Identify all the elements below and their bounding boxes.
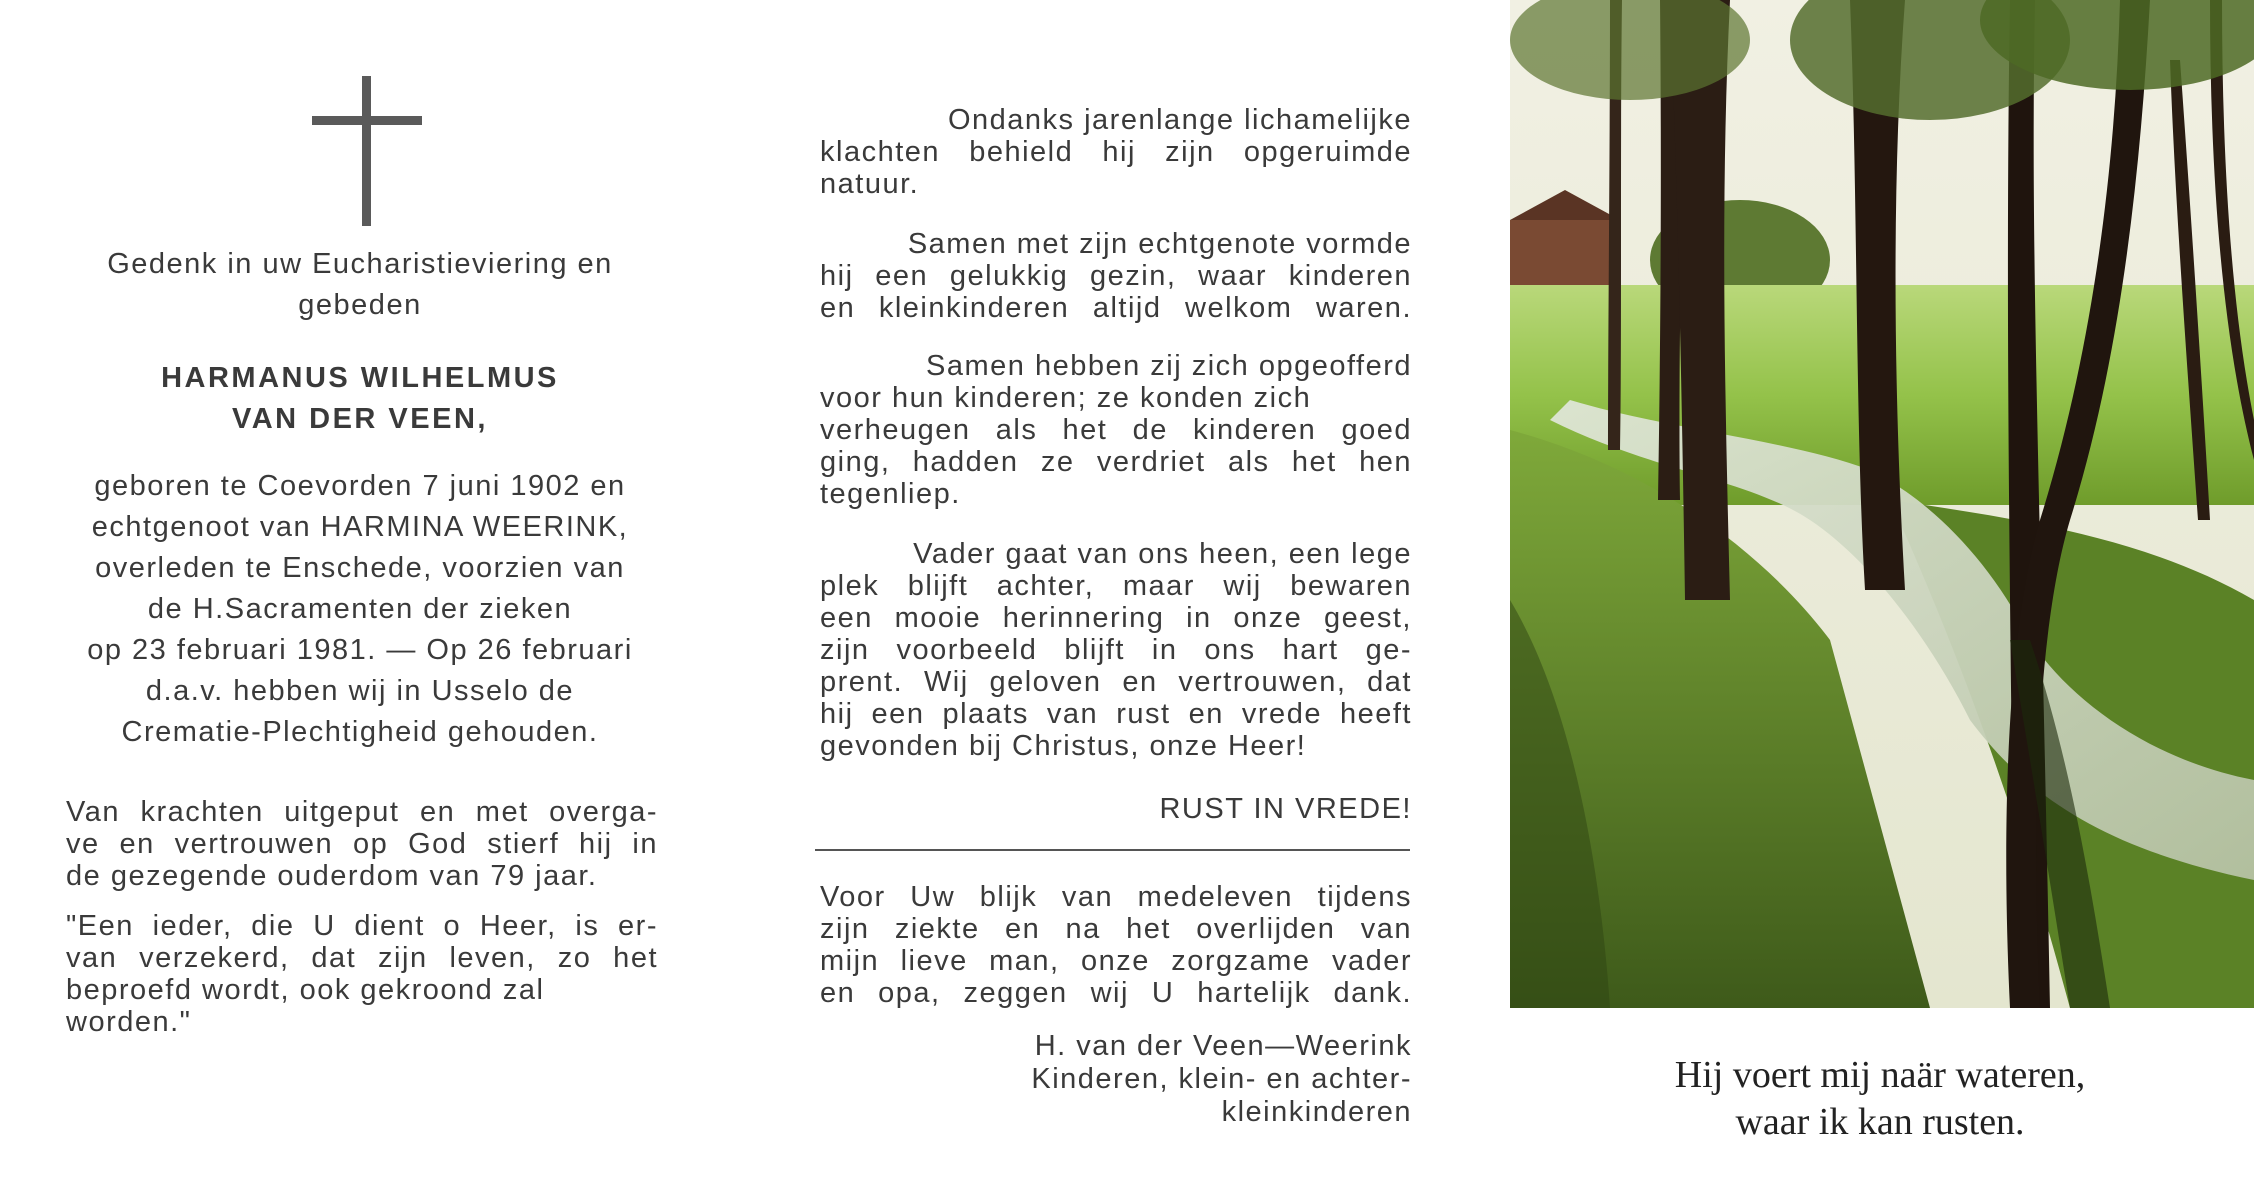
- deceased-name: HARMANUS WILHELMUS VAN DER VEEN,: [161, 362, 559, 435]
- photo-caption: Hij voert mij naär wateren, waar ik kan rusten.: [1674, 1054, 2086, 1143]
- thanks-text: Voor Uw blijk van medeleven tijdens zijn ziekte en na het overlijden van mijn lieve man, onze zorgzame vader en opa, zeggen wij U hartelijk dank.: [820, 881, 1412, 1009]
- middle-panel: [770, 0, 1530, 1200]
- bio-text: geboren te Coevorden 7 juni 1902 en echtgenoot van HARMINA WEERINK, overleden te Enschede, voorzien van de H.Sacramenten der zieken op 23 februari 1981. — Op 26 februari d.a.v. hebben wij in Usselo de Crematie-Plechtigheid gehouden.: [87, 470, 633, 748]
- rest-in-peace: RUST IN VREDE!: [1159, 793, 1412, 825]
- intro-text: Gedenk in uw Eucharistieviering en gebeden: [107, 248, 613, 321]
- paragraph-1: Ondanks jarenlange lichamelijke klachten behield hij zijn opgeruimde natuur.: [820, 104, 1412, 200]
- paragraph-3: Samen hebben zij zich opgeofferd voor hun kinderen; ze konden zich verheugen als het de kinderen goed ging, hadden ze verdriet als het hen tegenliep.: [820, 350, 1412, 510]
- quote-text: "Een ieder, die U dient o Heer, is er- van verzekerd, dat zijn leven, zo het beproefd wordt, ook gekroond zal worden.": [66, 910, 658, 1038]
- passing-text: Van krachten uitgeput en met overga- ve en vertrouwen op God stierf hij in de gezegende ouderdom van 79 jaar.: [66, 796, 658, 892]
- cross-icon: [312, 76, 422, 226]
- landscape-photo: [1510, 0, 2254, 1008]
- paragraph-2: Samen met zijn echtgenote vormde hij een gelukkig gezin, waar kinderen en kleinkinderen altijd welkom waren.: [820, 228, 1412, 324]
- divider-line: [815, 849, 1410, 851]
- paragraph-4: Vader gaat van ons heen, een lege plek blijft achter, maar wij bewaren een mooie herinnering in onze geest, zijn voorbeeld blijft in ons hart ge- prent. Wij geloven en vertrouwen, dat hij een plaats van rust en vrede heeft gevonden bij Christus, onze Heer!: [820, 538, 1412, 762]
- signature-text: H. van der Veen—Weerink Kinderen, klein- en achter- kleinkinderen: [1031, 1030, 1412, 1128]
- left-panel: [0, 0, 740, 1200]
